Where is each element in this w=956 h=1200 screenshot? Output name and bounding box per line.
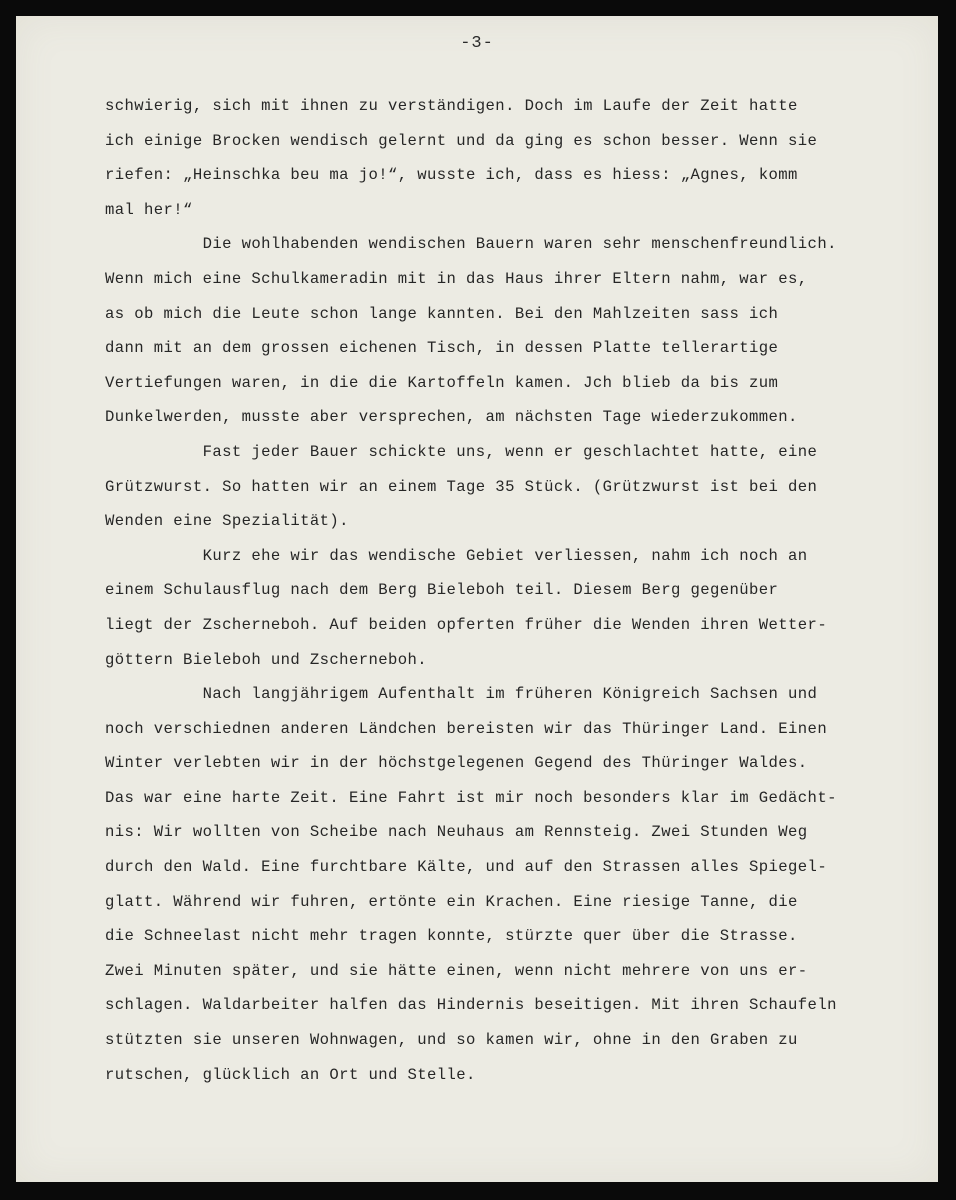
text-line: Das war eine harte Zeit. Eine Fahrt ist mir noch besonders klar im Gedächt-: [105, 788, 837, 807]
text-line: Wenden eine Spezialität).: [105, 512, 349, 531]
text-line: Winter verlebten wir in der höchstgelegenen Gegend des Thüringer Waldes.: [105, 754, 808, 773]
text-line: liegt der Zscherneboh. Auf beiden opferten früher die Wenden ihren Wetter-: [105, 615, 828, 634]
text-line: noch verschiednen anderen Ländchen bereisten wir das Thüringer Land. Einen: [105, 719, 828, 738]
text-line: as ob mich die Leute schon lange kannten. Bei den Mahlzeiten sass ich: [105, 304, 779, 323]
text-line: glatt. Während wir fuhren, ertönte ein Krachen. Eine riesige Tanne, die: [105, 892, 798, 911]
text-line: ich einige Brocken wendisch gelernt und da ging es schon besser. Wenn sie: [105, 131, 818, 150]
body-text: [105, 89, 935, 1092]
paragraph-start-line: Die wohlhabenden wendischen Bauern waren sehr menschenfreundlich.: [105, 235, 837, 254]
text-line: Dunkelwerden, musste aber versprechen, am nächsten Tage wiederzukommen.: [105, 408, 798, 427]
typewritten-page: [16, 16, 938, 1182]
paragraph-start-line: Kurz ehe wir das wendische Gebiet verliessen, nahm ich noch an: [105, 546, 808, 565]
text-line: die Schneelast nicht mehr tragen konnte, stürzte quer über die Strasse.: [105, 927, 798, 946]
text-line: göttern Bieleboh und Zscherneboh.: [105, 650, 428, 669]
text-line: durch den Wald. Eine furchtbare Kälte, und auf den Strassen alles Spiegel-: [105, 858, 828, 877]
text-line: einem Schulausflug nach dem Berg Bieleboh teil. Diesem Berg gegenüber: [105, 581, 779, 600]
text-line: stützten sie unseren Wohnwagen, und so kamen wir, ohne in den Graben zu: [105, 1031, 798, 1050]
paragraph-start-line: Fast jeder Bauer schickte uns, wenn er geschlachtet hatte, eine: [105, 442, 818, 461]
paragraph-start-line: Nach langjährigem Aufenthalt im früheren Königreich Sachsen und: [105, 685, 818, 704]
text-line: Zwei Minuten später, und sie hätte einen, wenn nicht mehrere von uns er-: [105, 961, 808, 980]
text-line: schlagen. Waldarbeiter halfen das Hindernis beseitigen. Mit ihren Schaufeln: [105, 996, 837, 1015]
text-line: riefen: „Heinschka beu ma jo!“, wusste ich, dass es hiess: „Agnes, komm: [105, 166, 798, 185]
text-line: Vertiefungen waren, in die die Kartoffeln kamen. Jch blieb da bis zum: [105, 373, 779, 392]
text-line: schwierig, sich mit ihnen zu verständigen. Doch im Laufe der Zeit hatte: [105, 97, 798, 115]
page-number: -3-: [460, 34, 494, 53]
text-line: Wenn mich eine Schulkameradin mit in das Haus ihrer Eltern nahm, war es,: [105, 269, 808, 288]
text-line: dann mit an dem grossen eichenen Tisch, in dessen Platte tellerartige: [105, 339, 779, 358]
text-line: rutschen, glücklich an Ort und Stelle.: [105, 1065, 476, 1084]
text-line: nis: Wir wollten von Scheibe nach Neuhaus am Rennsteig. Zwei Stunden Weg: [105, 823, 808, 842]
text-line: mal her!“: [105, 200, 193, 219]
text-line: Grützwurst. So hatten wir an einem Tage 35 Stück. (Grützwurst ist bei den: [105, 477, 818, 496]
